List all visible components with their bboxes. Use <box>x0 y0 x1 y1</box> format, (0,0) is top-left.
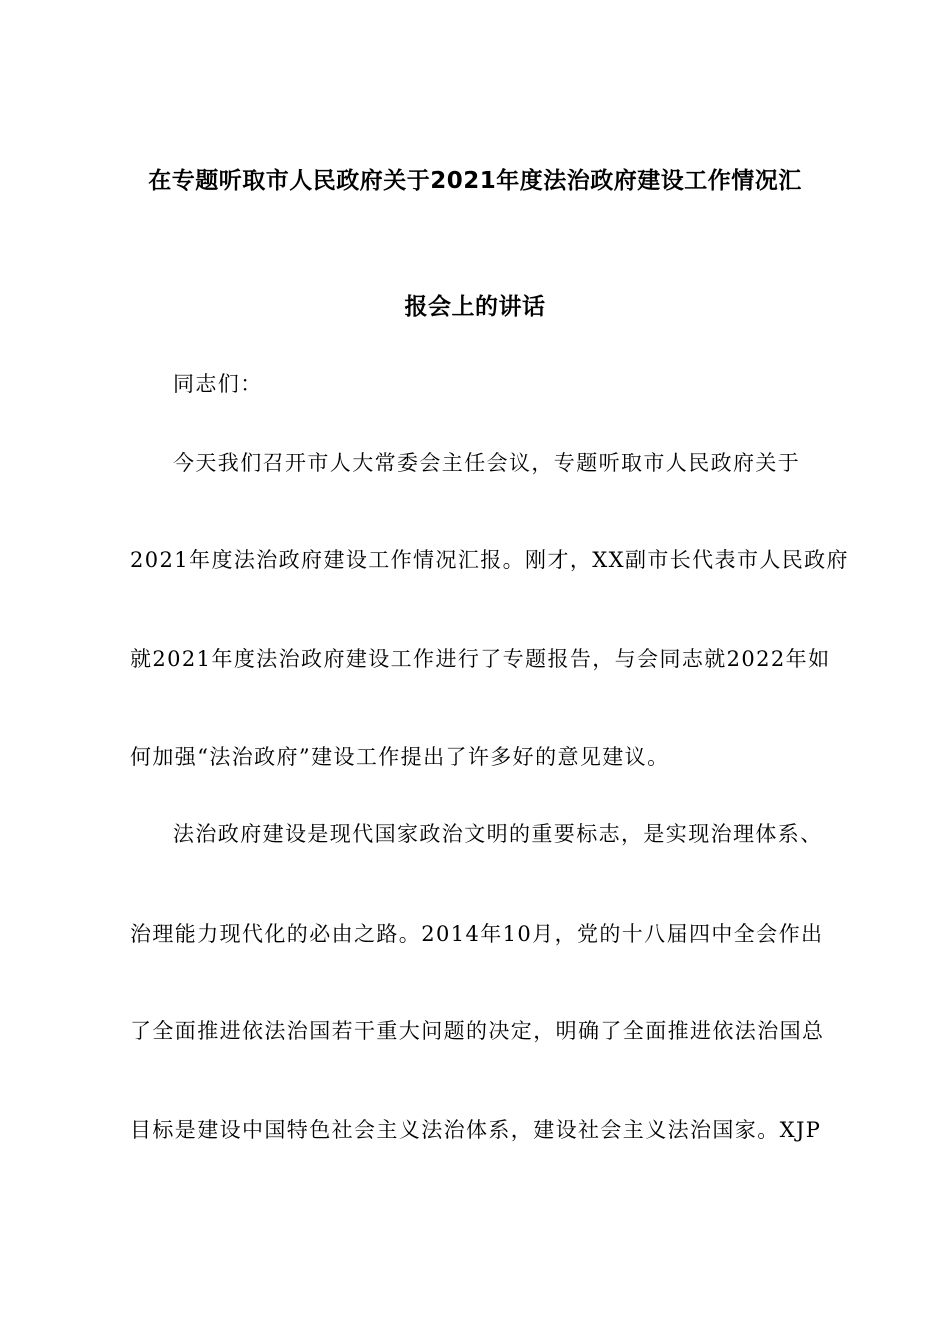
paragraph-line: 了全面推进依法治国若干重大问题的决定，明确了全面推进依法治国总 <box>130 1019 825 1043</box>
paragraph-line: 就2021年度法治政府建设工作进行了专题报告，与会同志就2022年如 <box>130 647 831 671</box>
title-line-1: 在专题听取市人民政府关于2021年度法治政府建设工作情况汇 <box>148 168 802 194</box>
paragraph-line: 今天我们召开市人大常委会主任会议，专题听取市人民政府关于 <box>173 451 801 475</box>
paragraph-line: 2021年度法治政府建设工作情况汇报。刚才，XX副市长代表市人民政府 <box>130 548 849 572</box>
title-line-2: 报会上的讲话 <box>404 294 546 320</box>
paragraph-line: 目标是建设中国特色社会主义法治体系，建设社会主义法治国家。XJP <box>130 1118 822 1142</box>
paragraph-line: 何加强“法治政府”建设工作提出了许多好的意见建议。 <box>130 745 670 769</box>
paragraph-line: 治理能力现代化的必由之路。2014年10月，党的十八届四中全会作出 <box>130 922 824 946</box>
paragraph-line: 法治政府建设是现代国家政治文明的重要标志，是实现治理体系、 <box>173 822 823 846</box>
salutation: 同志们： <box>173 372 263 396</box>
